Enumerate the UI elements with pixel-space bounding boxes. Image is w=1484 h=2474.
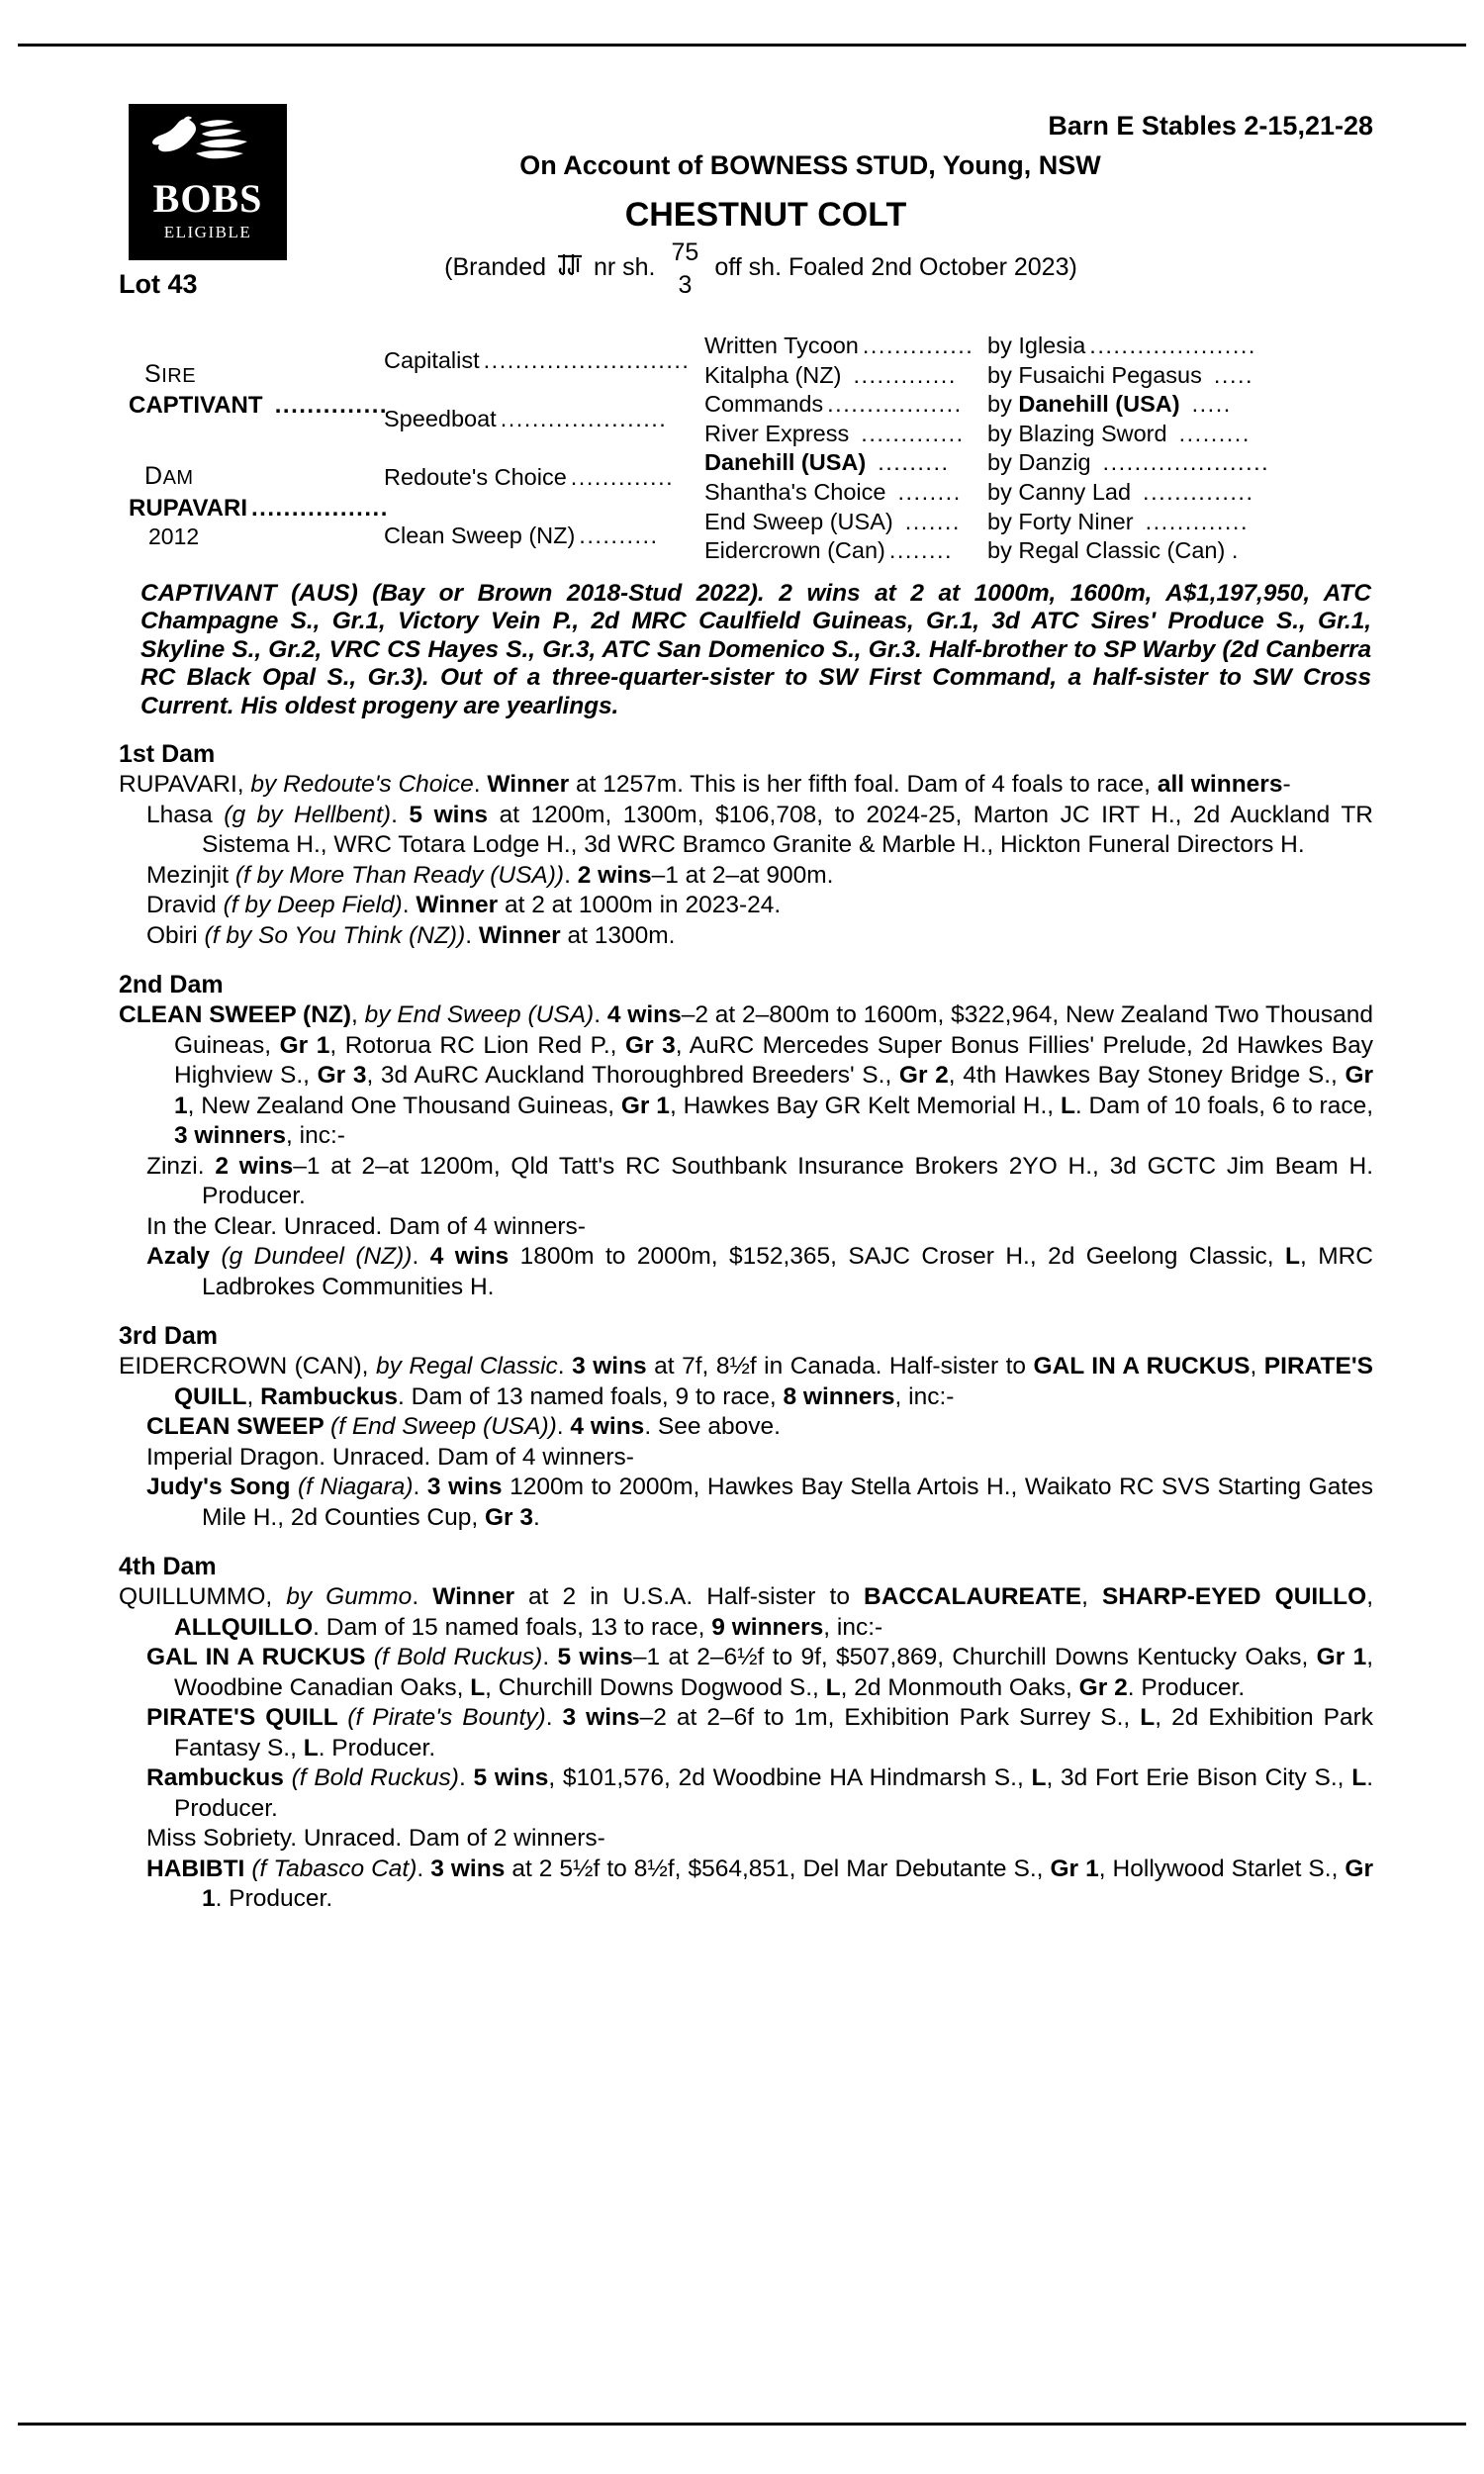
emphasis-bold: 9 winners — [711, 1613, 824, 1641]
ggp-right-name: Danzig — [1018, 449, 1091, 476]
ggp-row — [704, 361, 1373, 391]
pedigree-entry — [119, 770, 1373, 801]
entry-text: , $101,576, 2d Woodbine HA Hindmarsh S., — [548, 1764, 1032, 1792]
emphasis-italic: (f Niagara) — [298, 1474, 414, 1501]
sire-sire-dots: .......................... — [483, 346, 691, 373]
entry-text: , 4th Hawkes Bay Stoney Bridge S., — [948, 1062, 1345, 1090]
entry-text: . — [557, 1353, 573, 1380]
dam-name: RUPAVARI — [129, 494, 247, 522]
emphasis-bold: GAL IN A RUCKUS — [1033, 1353, 1251, 1380]
emphasis-bold: CLEAN SWEEP — [146, 1413, 331, 1441]
dam-dam-name: Clean Sweep (NZ) — [384, 523, 576, 549]
ggp-left-name: Danehill (USA) — [704, 449, 867, 476]
emphasis-bold: Gr 1 — [620, 1092, 670, 1119]
emphasis-bold: GAL IN A RUCKUS — [146, 1644, 374, 1671]
ggp-left-name: End Sweep (USA) — [704, 508, 893, 534]
entry-text: , AuRC Mercedes Super Bonus Fillies' Prelude, 2d Hawkes Bay Highview S., — [174, 1031, 1374, 1090]
ggp-left — [704, 508, 987, 537]
entry-text: Lhasa — [146, 801, 225, 828]
page-content — [119, 99, 1373, 1915]
dam-name-row — [119, 494, 394, 523]
emphasis-bold: Winner — [416, 892, 499, 919]
lot-number: Lot 43 — [119, 269, 198, 299]
top-rule — [18, 44, 1466, 47]
entry-text: Imperial Dragon. Unraced. Dam of 4 winners- — [146, 1443, 634, 1471]
ggp-left-name: Kitalpha (NZ) — [704, 361, 842, 388]
emphasis-italic: (f Bold Ruckus) — [373, 1644, 543, 1671]
sire-summary: CAPTIVANT (AUS) (Bay or Brown 2018-Stud 2022). 2 wins at 2 at 1000m, 1600m, A$1,197,950, ATC Champagne S., Gr.1, Victory Vein P., 2d MRC Caulfield Guineas, Gr.1, 3d ATC Sires' Produce S., Gr.1, Skyline S., Gr.2, VRC CS Hayes S., Gr.3, ATC San Domenico S., Gr.3. Half-brother to SP Warby (2d Canberra RC Black Opal S., Gr.3). Out of a three-quarter-sister to SW First Command, a half-sister to SW Cross Current. His oldest progeny are yearlings. — [140, 579, 1371, 719]
ggp-left-dots: ........ — [889, 478, 962, 505]
page-title: CHESTNUT COLT — [624, 196, 907, 234]
ggp-left-name: Shantha's Choice — [704, 478, 886, 505]
ggp-right — [987, 332, 1373, 361]
entry-text: . — [417, 1855, 431, 1882]
dam-generation-heading: 4th Dam — [119, 1553, 217, 1581]
pedigree-entry — [119, 1643, 1373, 1703]
emphasis-bold: 8 winners — [783, 1382, 895, 1410]
sire-sire-name: Capitalist — [384, 346, 480, 373]
entry-text: Dravid — [146, 892, 224, 919]
entry-text: at 2 5½f to 8½f, $564,851, Del Mar Debutante S., — [505, 1855, 1051, 1882]
entry-text: . — [412, 1583, 433, 1611]
entry-text: , MRC Ladbrokes Communities H. — [202, 1243, 1373, 1300]
pedigree-entry — [119, 921, 1373, 952]
branded-suffix: off sh. Foaled 2nd October 2023) — [714, 253, 1077, 281]
pedigree-parents-column — [119, 330, 389, 566]
ggp-left-dots: ................. — [827, 391, 963, 418]
entry-text: –2 at 2–800m to 1600m, $322,964, New Zealand Two Thousand Guineas, — [174, 1001, 1373, 1059]
pedigree-entry — [119, 1582, 1373, 1643]
emphasis-bold: HABIBTI — [146, 1855, 252, 1882]
pedigree-entry — [119, 1763, 1373, 1824]
entry-text: , — [1250, 1353, 1264, 1380]
ggp-row — [704, 536, 1373, 566]
ggp-right — [987, 478, 1373, 508]
ggp-left — [704, 478, 987, 508]
entry-text: . — [542, 1644, 558, 1671]
entry-text: , inc:- — [823, 1613, 883, 1641]
pedigree-entry — [119, 1443, 1373, 1474]
ggp-left — [704, 536, 987, 566]
entry-text: . — [465, 921, 479, 949]
entry-text: . Dam of 10 foals, 6 to race, — [1074, 1092, 1374, 1119]
brand-numerator: 75 — [671, 238, 699, 267]
ggp-right-name: Iglesia — [1018, 333, 1086, 358]
ggp-by: by — [987, 391, 1012, 418]
ggp-right-dots: ..... — [1205, 361, 1254, 388]
ggp-left — [704, 420, 987, 449]
emphasis-bold: L — [1060, 1092, 1075, 1119]
emphasis-bold: Rambuckus — [260, 1382, 399, 1410]
barn-stables-line: Barn E Stables 2-15,21-28 — [1048, 111, 1373, 141]
dam-dam — [384, 508, 704, 566]
sire-name: CAPTIVANT — [129, 392, 263, 420]
pedigree-entry — [119, 861, 1373, 892]
emphasis-bold: L — [1285, 1243, 1300, 1271]
pedigree-entry — [119, 1212, 1373, 1243]
ggp-right-name: Canny Lad — [1018, 478, 1132, 505]
ggp-right-dots: ..................... — [1094, 449, 1270, 476]
entry-text: at 2 in U.S.A. Half-sister to — [514, 1583, 865, 1611]
emphasis-bold: Rambuckus — [146, 1764, 292, 1792]
entry-text: , New Zealand One Thousand Guineas, — [187, 1092, 621, 1119]
emphasis-bold: Gr 1 — [1050, 1855, 1099, 1882]
entry-text: , inc:- — [286, 1122, 345, 1150]
pedigree-entry — [119, 1703, 1373, 1763]
sire-dam-dots: ..................... — [500, 405, 668, 431]
emphasis-bold: L — [470, 1673, 486, 1701]
emphasis-bold: Gr 3 — [317, 1062, 367, 1090]
ggp-right — [987, 536, 1373, 566]
ggp-right-name: Forty Niner — [1018, 508, 1134, 534]
ggp-row — [704, 420, 1373, 449]
ggp-left-dots: .............. — [862, 333, 974, 358]
entry-text: , Churchill Downs Dogwood S., — [485, 1673, 826, 1701]
emphasis-bold: PIRATE'S QUILL — [174, 1353, 1373, 1410]
pedigree-entry — [119, 1824, 1373, 1855]
entry-text: . Dam of 13 named foals, 9 to race, — [398, 1382, 784, 1410]
emphasis-bold: Gr 1 — [279, 1031, 330, 1059]
ggp-row — [704, 390, 1373, 420]
entry-text: , Hawkes Bay GR Kelt Memorial H., — [669, 1092, 1061, 1119]
pedigree-dam — [119, 449, 389, 566]
emphasis-bold: CLEAN SWEEP (NZ) — [119, 1001, 352, 1029]
ggp-left-dots: ......... — [870, 449, 950, 476]
ggp-left — [704, 390, 987, 420]
emphasis-bold: 4 wins — [570, 1413, 645, 1441]
entry-text: . Producer. — [318, 1734, 436, 1761]
pedigree-sire — [119, 332, 389, 448]
entry-text: . — [473, 771, 488, 799]
entry-text: Mezinjit — [146, 861, 235, 889]
entry-text: at 2 at 1000m in 2023-24. — [498, 892, 782, 919]
emphasis-bold: Gr 3 — [625, 1031, 676, 1059]
ggp-left-name: Commands — [704, 391, 824, 418]
dam-sire — [384, 448, 704, 507]
entry-text: at 1300m. — [560, 921, 676, 949]
pedigree-entry — [119, 1855, 1373, 1915]
emphasis-bold: 4 wins — [606, 1001, 682, 1029]
ggp-by: by — [987, 420, 1012, 446]
emphasis-italic: by Gummo — [286, 1583, 413, 1611]
emphasis-bold: PIRATE'S QUILL — [146, 1704, 348, 1732]
dam-dam-dots: .......... — [579, 523, 659, 549]
emphasis-bold: L — [1351, 1764, 1367, 1792]
entry-text: . — [391, 801, 410, 828]
dam-generation-heading: 2nd Dam — [119, 971, 224, 999]
emphasis-bold: 3 wins — [430, 1855, 506, 1882]
entry-text: In the Clear. Unraced. Dam of 4 winners- — [146, 1212, 586, 1240]
branded-side-near: nr sh. — [593, 253, 656, 281]
entry-text: . — [412, 1243, 430, 1271]
ggp-right-dots: .............. — [1135, 478, 1254, 505]
entry-text: . Producer. — [215, 1885, 333, 1913]
emphasis-bold: Winner — [432, 1583, 514, 1611]
dam-sire-dots: ............. — [570, 464, 675, 491]
dam-role-cap: D — [144, 462, 163, 491]
pedigree-entry — [119, 801, 1373, 861]
emphasis-bold: Gr 1 — [174, 1062, 1374, 1119]
brand-symbol-icon — [555, 252, 585, 278]
pedigree-entry — [119, 1242, 1373, 1302]
sire-role-cap: S — [144, 359, 162, 388]
entry-text: , Rotorua RC Lion Red P., — [329, 1031, 626, 1059]
ggp-right-name: Regal Classic (Can) . — [1018, 537, 1239, 564]
emphasis-bold: ALLQUILLO — [174, 1613, 314, 1641]
ggp-right — [987, 390, 1373, 420]
entry-text: 1200m to 2000m, Hawkes Bay Stella Artois H., Waikato RC SVS Starting Gates Mile H., 2d Counties Cup, — [202, 1474, 1373, 1531]
emphasis-bold: Winner — [487, 771, 570, 799]
ggp-right-dots: ..... — [1183, 391, 1232, 418]
account-line: On Account of BOWNESS STUD, Young, NSW — [519, 150, 1101, 180]
branded-prefix: (Branded — [444, 253, 547, 281]
emphasis-italic: (f Tabasco Cat) — [251, 1855, 417, 1882]
dam-sire-name: Redoute's Choice — [384, 464, 567, 491]
entry-text: –2 at 2–6f to 1m, Exhibition Park Surrey S., — [639, 1704, 1141, 1732]
ggp-right-dots: ............. — [1137, 508, 1249, 534]
ggp-row — [704, 332, 1373, 361]
emphasis-italic: (f by More Than Ready (USA)) — [234, 861, 565, 889]
emphasis-bold: 3 wins — [572, 1353, 647, 1380]
entry-text: . — [533, 1503, 540, 1531]
emphasis-italic: (f Pirate's Bounty) — [347, 1704, 546, 1732]
bobs-eligible-logo — [129, 104, 287, 260]
ggp-left-dots: ........ — [888, 537, 954, 564]
entry-text: , 3d Fort Erie Bison City S., — [1046, 1764, 1352, 1792]
entry-text: , Hollywood Starlet S., — [1098, 1855, 1345, 1882]
entry-text: . — [545, 1704, 563, 1732]
ggp-by: by — [987, 537, 1012, 564]
entry-text: Miss Sobriety. Unraced. Dam of 2 winners- — [146, 1825, 605, 1853]
ggp-by: by — [987, 478, 1012, 505]
ggp-left — [704, 448, 987, 478]
emphasis-bold: Gr 2 — [898, 1062, 949, 1090]
entry-text: , 2d Exhibition Park Fantasy S., — [174, 1704, 1373, 1761]
dam-generation-heading: 3rd Dam — [119, 1322, 219, 1351]
emphasis-bold: 4 wins — [429, 1243, 510, 1271]
emphasis-italic: (g by Hellbent) — [224, 801, 392, 828]
emphasis-bold: 5 wins — [409, 801, 489, 828]
dam-role-label — [119, 462, 384, 494]
entry-text: –1 at 2–at 900m. — [651, 861, 834, 889]
bobs-submark: ELIGIBLE — [163, 223, 252, 241]
emphasis-italic: (f Bold Ruckus) — [291, 1764, 459, 1792]
ggp-by: by — [987, 449, 1012, 476]
entry-text: –1 at 2–at 1200m, Qld Tatt's RC Southbank Insurance Brokers 2YO H., 3d GCTC Jim Beam H. Producer. — [202, 1152, 1374, 1210]
emphasis-bold: 2 wins — [215, 1152, 294, 1180]
entry-text: , inc:- — [894, 1382, 955, 1410]
ggp-left-name: Eidercrown (Can) — [704, 537, 885, 564]
emphasis-bold: 2 wins — [577, 861, 652, 889]
ggp-by: by — [987, 508, 1012, 534]
ggp-right-name: Fusaichi Pegasus — [1018, 361, 1202, 388]
ggp-right — [987, 508, 1373, 537]
emphasis-bold: Gr 2 — [1078, 1673, 1128, 1701]
ggp-row — [704, 478, 1373, 508]
entry-text: . Dam of 15 named foals, 13 to race, — [313, 1613, 712, 1641]
emphasis-bold: Winner — [478, 921, 561, 949]
entry-text: QUILLUMMO, — [119, 1583, 287, 1611]
dam-year: 2012 — [148, 523, 200, 550]
emphasis-italic: (f End Sweep (USA)) — [330, 1413, 557, 1441]
sire-dam — [384, 390, 704, 448]
ggp-right-name: Blazing Sword — [1018, 420, 1167, 446]
entry-text: . — [564, 861, 578, 889]
ggp-left-name: River Express — [704, 420, 850, 446]
entry-text: . See above. — [644, 1413, 781, 1441]
emphasis-italic: (f by Deep Field) — [223, 892, 403, 919]
pedigree-entry — [119, 1412, 1373, 1443]
emphasis-italic: by Regal Classic — [375, 1353, 558, 1380]
ggp-row — [704, 448, 1373, 478]
sire-dam-name: Speedboat — [384, 405, 497, 431]
pedigree-entry — [119, 1152, 1373, 1212]
pedigree-entry — [119, 1000, 1373, 1152]
entry-text: , — [246, 1382, 261, 1410]
emphasis-bold: Judy's Song — [146, 1474, 299, 1501]
pedigree-table — [119, 330, 1373, 566]
entry-text: at 7f, 8½f in Canada. Half-sister to — [646, 1353, 1034, 1380]
sire-role-rest: IRE — [161, 364, 197, 387]
dam-generation-heading: 1st Dam — [119, 740, 216, 769]
emphasis-bold: 3 wins — [562, 1704, 640, 1732]
entry-text: , — [1366, 1583, 1373, 1611]
entry-text: , Woodbine Canadian Oaks, — [174, 1644, 1374, 1701]
sire-dots: .............. — [266, 392, 389, 420]
entry-text: , — [1081, 1583, 1102, 1611]
bottom-rule — [18, 2423, 1466, 2426]
entry-text: , 3d AuRC Auckland Thoroughbred Breeders' S., — [366, 1062, 899, 1090]
emphasis-italic: (g Dundeel (NZ)) — [221, 1243, 413, 1271]
entry-text: at 1257m. This is her fifth foal. Dam of 4 foals to race, — [569, 771, 1158, 799]
brand-fraction — [662, 238, 707, 300]
emphasis-bold: SHARP-EYED QUILLO — [1101, 1583, 1367, 1611]
entry-text: . — [413, 1474, 427, 1501]
sire-name-row — [119, 391, 394, 421]
emphasis-bold: Azaly — [146, 1243, 222, 1271]
ggp-left — [704, 332, 987, 361]
ggp-left-dots: ............. — [853, 420, 965, 446]
emphasis-bold: 5 wins — [473, 1764, 549, 1792]
ggp-left-dots: ....... — [896, 508, 961, 534]
ggp-right — [987, 448, 1373, 478]
ggp-row — [704, 508, 1373, 537]
emphasis-bold: all winners — [1157, 771, 1283, 799]
page-header — [119, 99, 1373, 312]
emphasis-bold: L — [1031, 1764, 1047, 1792]
emphasis-italic: (f by So You Think (NZ)) — [204, 921, 466, 949]
pedigree-grandparents-column — [384, 330, 704, 566]
entry-text: . Producer. — [174, 1764, 1374, 1822]
ggp-right — [987, 420, 1373, 449]
entry-text: at 1200m, 1300m, $106,708, to 2024-25, Marton JC IRT H., 2d Auckland TR Sistema H., WRC Totara Lodge H., 3d WRC Bramco Granite & Marble H., Hickton Funeral Directors H. — [202, 801, 1373, 859]
entry-text: EIDERCROWN (CAN), — [119, 1353, 376, 1380]
brand-denominator: 3 — [678, 271, 693, 300]
entry-text: . Producer. — [1127, 1673, 1246, 1701]
ggp-left — [704, 361, 987, 391]
entry-text: Obiri — [146, 921, 205, 949]
emphasis-bold: Gr 3 — [484, 1503, 533, 1531]
emphasis-bold: L — [303, 1734, 319, 1761]
entry-text: Zinzi. — [146, 1152, 216, 1180]
bobs-wordmark: BOBS — [152, 176, 263, 221]
emphasis-bold: Gr 1 — [202, 1855, 1373, 1913]
pedigree-great-grandparents-column — [704, 330, 1373, 566]
entry-text: . — [458, 1764, 474, 1792]
emphasis-italic: by End Sweep (USA) — [364, 1001, 595, 1029]
entry-text: 1800m to 2000m, $152,365, SAJC Croser H., 2d Geelong Classic, — [509, 1243, 1285, 1271]
emphasis-italic: by Redoute's Choice — [250, 771, 474, 799]
entry-text: . — [594, 1001, 607, 1029]
entry-text: , 2d Monmouth Oaks, — [840, 1673, 1079, 1701]
ggp-right-dots: ......... — [1170, 420, 1251, 446]
entry-text: - — [1282, 771, 1291, 799]
entry-text: . — [556, 1413, 571, 1441]
entry-text: . — [402, 892, 417, 919]
sire-sire — [384, 332, 704, 390]
entry-text: RUPAVARI, — [119, 771, 251, 799]
pedigree-entry — [119, 1352, 1373, 1412]
dam-dots: ................. — [251, 494, 389, 522]
ggp-right-name: Danehill (USA) — [1018, 391, 1180, 418]
ggp-by: by — [987, 361, 1012, 388]
sire-role-label — [119, 360, 384, 392]
entry-text: , — [351, 1001, 365, 1029]
emphasis-bold: 3 wins — [426, 1474, 503, 1501]
entry-text: –1 at 2–6½f to 9f, $507,869, Churchill Downs Kentucky Oaks, — [632, 1644, 1317, 1671]
emphasis-bold: 5 wins — [557, 1644, 633, 1671]
emphasis-bold: 3 winners — [174, 1122, 287, 1150]
ggp-by: by — [987, 333, 1012, 358]
emphasis-bold: L — [825, 1673, 841, 1701]
emphasis-bold: Gr 1 — [1316, 1644, 1367, 1671]
family-sections — [119, 740, 1373, 1915]
ggp-left-name: Written Tycoon — [704, 333, 859, 358]
emphasis-bold: L — [1140, 1704, 1156, 1732]
ggp-left-dots: ............. — [845, 361, 957, 388]
dam-role-rest: AM — [162, 467, 194, 490]
ggp-right — [987, 361, 1373, 391]
ggp-right-dots: ..................... — [1089, 333, 1256, 358]
pedigree-entry — [119, 891, 1373, 921]
pedigree-entry — [119, 1473, 1373, 1533]
emphasis-bold: BACCALAUREATE — [864, 1583, 1082, 1611]
